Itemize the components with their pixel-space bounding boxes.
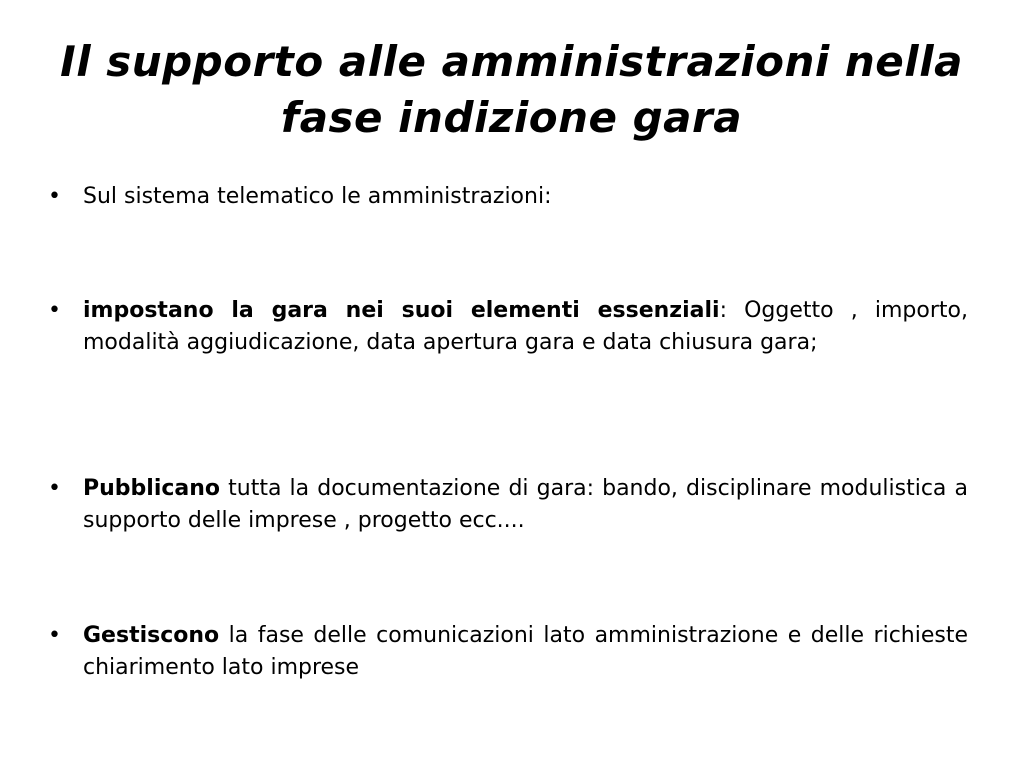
- bullet-text: [83, 181, 968, 213]
- bullet-dot-icon: •: [48, 476, 61, 501]
- bullet-body: Sul sistema telematico le amministrazioni:: [83, 184, 552, 209]
- bullet-body: : Oggetto , importo, modalità aggiudicazione, data apertura gara e data chiusura gara;: [83, 298, 968, 355]
- bullet-dot-icon: •: [48, 623, 61, 648]
- bullet-body: tutta la documentazione di gara: bando, disciplinare modulistica a supporto delle imprese , progetto ecc....: [83, 476, 968, 533]
- bullet-text: [83, 620, 968, 684]
- bullet-lead: Pubblicano: [83, 476, 221, 501]
- bullet-text: [83, 295, 968, 359]
- bullet-lead: Gestiscono: [83, 623, 220, 648]
- bullet-lead: impostano la gara nei suoi elementi essenziali: [83, 298, 720, 323]
- bullet-item: [48, 295, 968, 359]
- bullet-dot-icon: •: [48, 184, 61, 209]
- bullet-dot-icon: •: [48, 298, 61, 323]
- bullet-item: [48, 181, 968, 213]
- slide-title: Il supporto alle amministrazioni nella fase indizione gara: [60, 37, 963, 142]
- bullet-body: la fase delle comunicazioni lato amministrazione e delle richieste chiarimento lato imprese: [83, 623, 968, 680]
- bullet-text: [83, 473, 968, 537]
- bullet-item: [48, 473, 968, 537]
- bullet-item: [48, 620, 968, 684]
